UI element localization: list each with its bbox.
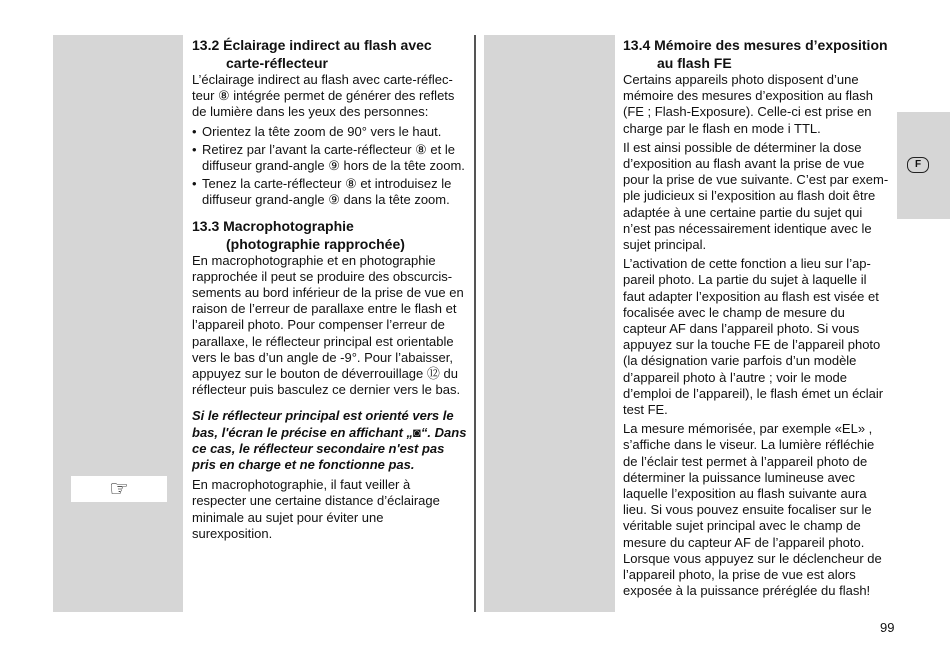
warning-note: Si le réflecteur principal est orienté vers le bas, l'écran le précise en affichant „◙“. Dans ce cas, le réflecteur secondaire n'est pas pris en charge et ne fonctionne pas. [192, 408, 467, 473]
list-item: • Tenez la carte-réflecteur ⑧ et introduisez le diffuseur grand-angle ⑨ dans la tête zoom. [192, 176, 467, 208]
section-13-3-title [192, 217, 467, 253]
section-13-2-steps [192, 124, 467, 209]
section-13-4-title-line2: au flash FE [657, 55, 732, 71]
right-margin-band [484, 35, 615, 612]
hand-pointing-icon: ☞ [109, 476, 129, 501]
column-divider [474, 35, 476, 612]
section-13-2-title-line1: 13.2 Éclairage indirect au flash avec [192, 37, 432, 53]
section-13-4-title-line1: 13.4 Mémoire des mesures d’exposition [623, 37, 888, 53]
section-13-3-title-line1: 13.3 Macrophotographie [192, 217, 354, 234]
section-13-2-title-line2: carte-réflecteur [226, 55, 328, 71]
section-13-4-paragraph-4: La mesure mémorisée, par exemple «EL» , s’affiche dans le viseur. La lumière réfléchie de l’éclair test permet à l’appareil photo de déterminer la puissance lumineuse avec laquelle l’exposition au flash suivante aura lieu. Si vous pouvez ensuite focaliser sur le véritable sujet principal avec le champ de mesure du capteur AF de l’appareil photo. Lorsque vous appuyez sur le déclencheur de l’appareil photo, la prise de vue est alors exposée à la puissance préréglée du flash! [623, 421, 882, 599]
left-column [192, 36, 467, 545]
note-box [71, 476, 167, 502]
section-13-3-title-line2: (photographie rapprochée) [226, 235, 405, 252]
section-13-3-paragraph: En macrophotographie et en photographie rapprochée il peut se produire des obscurcis-sements au bord inférieur de la prise de vue en raison de l’erreur de parallaxe entre le flash et l’appareil photo. Pour compenser l’erreur de parallaxe, le réflecteur principal est orientable vers le bas d’un angle de -9°. Pour l’abaisser, appuyez sur le bouton de déverrouillage ⑫ du réflecteur puis basculez ce dernier vers le bas. [192, 252, 464, 398]
section-13-3-paragraph-2: En macrophotographie, il faut veiller à respecter une certaine distance d’éclairage minimale au sujet pour éviter une surexposition. [192, 477, 440, 541]
page-number: 99 [880, 620, 895, 635]
left-margin-band [53, 35, 183, 612]
list-item: • Orientez la tête zoom de 90° vers le haut. [192, 124, 467, 140]
list-item: • Retirez par l’avant la carte-réflecteur ⑧ et le diffuseur grand-angle ⑨ hors de la tête zoom. [192, 142, 467, 174]
right-column [623, 36, 891, 603]
section-13-4-paragraph-3: L’activation de cette fonction a lieu sur l’ap-pareil photo. La partie du sujet à laquelle il faut adapter l’exposition au flash est visée et focalisée avec le champ de mesure du capteur AF dans l’appareil photo. Si vous appuyez sur la touche FE de l’appareil photo (la désignation varie parfois d’un modèle d’appareil photo à l’autre ; voir le mode d’emploi de l’appareil), le flash émet un éclair test FE. [623, 256, 884, 418]
section-13-2-intro: L’éclairage indirect au flash avec carte-réflec-teur ⑧ intégrée permet de générer des reflets de lumière dans les yeux des personnes: [192, 72, 455, 120]
language-tab-label: F [907, 157, 929, 173]
section-13-4-paragraph-2: Il est ainsi possible de déterminer la dose d’exposition au flash avant la prise de vue pour la prise de vue suivante. C’est par exem-ple judicieux si l’exposition au flash doit être adaptée à une certaine partie du sujet qui n’est pas nécessairement identique avec le sujet principal. [623, 139, 889, 253]
section-13-2-title [192, 36, 467, 72]
section-13-4-paragraph-1: Certains appareils photo disposent d’une mémoire des mesures d’exposition au flash (FE ; Flash-Exposure). Celle-ci est prise en charge par le flash en mode i TTL. [623, 72, 874, 136]
section-13-4-title [623, 36, 891, 72]
